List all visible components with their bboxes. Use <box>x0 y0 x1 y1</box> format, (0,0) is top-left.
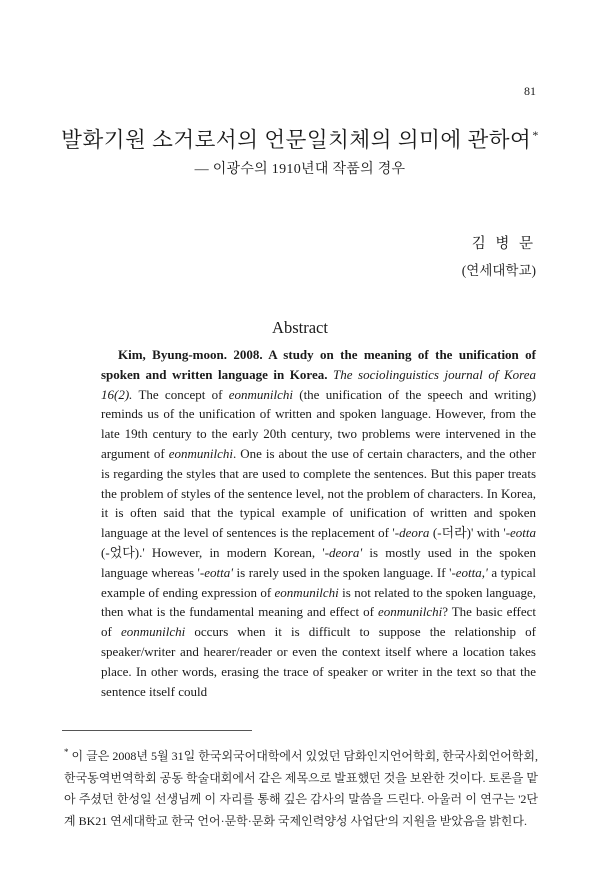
abstract-text: is not related to the spoken language, then what is the fundamental meaning and effect of <box>101 584 537 620</box>
term-eonmunilchi: eonmunilchi <box>120 624 186 640</box>
page-number: 81 <box>524 84 536 98</box>
term-eonmunilchi: eonmunilchi <box>228 386 293 402</box>
term-deora: -deora <box>394 525 430 541</box>
footnote-divider <box>62 730 252 731</box>
abstract-paragraph <box>101 345 536 701</box>
abstract-text: (-었다).' However, in modern Korean, ' <box>101 544 325 560</box>
footnote-text: 이 글은 2008년 5월 31일 한국외국어대학에서 있었던 담화인지언어학회, 한국사회언어학회, 한국동역번역학회 공동 학술대회에서 같은 제목으로 발표했던 것을 보완한 것이다. 토론을 맡아 주셨던 한성일 선생님께 이 자리를 통해 깊은 감사의 말씀을 드린다. 아울러 이 연구는 '2단계 BK21 연세대학교 한국 언어·문학·문화 국제인력양성 사업단'의 지원을 받았음을 밝힌다. <box>64 749 538 828</box>
title-text: 발화기원 소거로서의 언문일치체의 의미에 관하여 <box>61 128 532 152</box>
abstract-text: (-더라)' with ' <box>432 525 506 541</box>
footnote <box>64 742 538 832</box>
term-eotta: -eotta,' <box>451 564 488 580</box>
footnote-mark: * <box>64 747 69 757</box>
abstract-text: ? The basic effect of <box>101 604 537 640</box>
term-eonmunilchi: eonmunilchi <box>377 604 443 620</box>
abstract-text: (the unification of the speech and writing) reminds us of the unification of written and spoken language. However, from the late 19th century to the early 20th century, two problems were intervened in the argument of <box>101 386 537 461</box>
author-name: 김 병 문 <box>471 236 536 252</box>
abstract-body <box>101 345 536 701</box>
title-footnote-mark: * <box>532 127 539 142</box>
term-deora: -deora' <box>324 544 363 560</box>
abstract-text: is mostly used in the spoken language whereas ' <box>101 544 537 580</box>
paper-subtitle: — 이광수의 1910년대 작품의 경우 <box>194 162 406 177</box>
term-eonmunilchi: eonmunilchi <box>274 584 339 600</box>
abstract-text: a typical example of ending expression of <box>101 564 536 600</box>
abstract-text: is rarely used in the spoken language. If ' <box>236 564 452 580</box>
abstract-text: . One is about the use of certain characters, and the other is regarding the styles that are used to complete the sentences. But this paper treats the problem of styles of the sentence level, not the problem of characters. In Korea, it is often said that the typical example of unification of written and spoken language at the level of sentences is the replacement of ' <box>101 445 537 541</box>
journal-volume: 16(2). <box>101 386 133 402</box>
abstract-text: occurs when it is difficult to suppose the relationship of speaker/writer and hearer/reader or even the context itself where a location takes place. In other words, erasing the trace of speaker or writer in the text so that the sentence itself could <box>101 624 536 699</box>
abstract-text: The concept of <box>138 386 223 402</box>
citation-text: Kim, Byung-moon. 2008. A study on the meaning of the unification of spoken and written language in Korea. <box>101 347 536 382</box>
term-eonmunilchi: eonmunilchi <box>168 445 233 461</box>
term-eotta: -eotta <box>505 525 537 541</box>
abstract-heading: Abstract <box>272 318 328 337</box>
journal-name: The sociolinguistics journal of Korea <box>333 366 536 382</box>
author-affiliation: (연세대학교) <box>461 263 536 278</box>
term-eotta: -eotta' <box>199 564 233 580</box>
paper-title <box>0 123 600 154</box>
